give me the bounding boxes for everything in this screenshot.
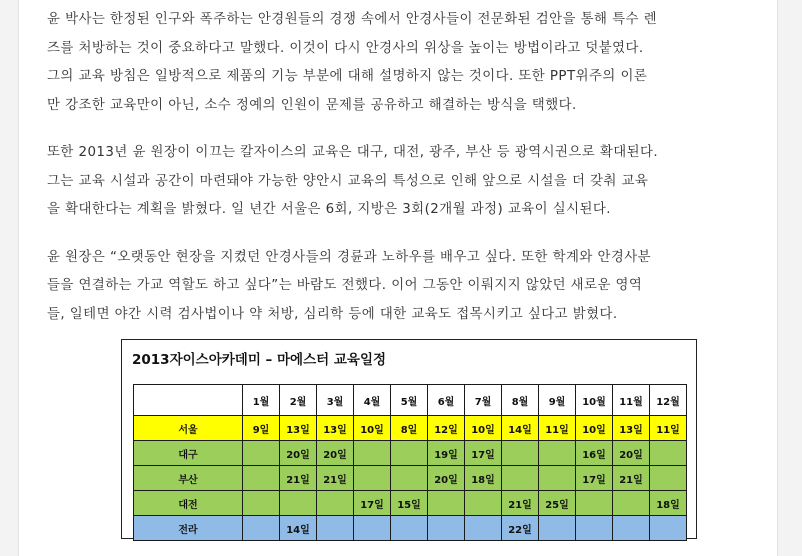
date-cell — [576, 516, 613, 541]
date-cell: 10일 — [354, 416, 391, 441]
date-cell: 14일 — [502, 416, 539, 441]
month-header: 8월 — [502, 385, 539, 416]
date-cell: 13일 — [613, 416, 650, 441]
city-cell: 부산 — [134, 466, 243, 491]
date-cell: 10일 — [465, 416, 502, 441]
date-cell — [465, 516, 502, 541]
date-cell — [576, 491, 613, 516]
date-cell — [317, 491, 354, 516]
schedule-row — [134, 516, 687, 541]
month-header: 1월 — [243, 385, 280, 416]
date-cell — [354, 441, 391, 466]
date-cell — [243, 466, 280, 491]
date-cell: 21일 — [613, 466, 650, 491]
month-header: 11월 — [613, 385, 650, 416]
date-cell — [650, 516, 687, 541]
schedule-figure — [121, 339, 697, 539]
date-cell — [650, 466, 687, 491]
date-cell: 11일 — [539, 416, 576, 441]
month-header: 10월 — [576, 385, 613, 416]
date-cell — [465, 491, 502, 516]
paragraph-3 — [47, 244, 753, 330]
date-cell — [502, 466, 539, 491]
date-cell: 15일 — [391, 491, 428, 516]
date-cell — [539, 516, 576, 541]
city-cell: 전라 — [134, 516, 243, 541]
date-cell — [539, 466, 576, 491]
schedule-header-row — [134, 385, 687, 416]
date-cell — [354, 516, 391, 541]
header-corner-cell — [134, 385, 243, 416]
month-header: 4월 — [354, 385, 391, 416]
date-cell — [428, 491, 465, 516]
date-cell: 16일 — [576, 441, 613, 466]
date-cell: 13일 — [280, 416, 317, 441]
date-cell — [613, 516, 650, 541]
schedule-row — [134, 491, 687, 516]
date-cell: 21일 — [502, 491, 539, 516]
text-line: 만 강조한 교육만이 아닌, 소수 정예의 인원이 문제를 공유하고 해결하는 방식을 택했다. — [47, 97, 577, 113]
date-cell: 8일 — [391, 416, 428, 441]
date-cell — [391, 516, 428, 541]
date-cell — [391, 441, 428, 466]
date-cell — [280, 491, 317, 516]
schedule-row — [134, 416, 687, 441]
date-cell — [354, 466, 391, 491]
article-body — [47, 6, 753, 348]
schedule-row — [134, 441, 687, 466]
date-cell — [243, 516, 280, 541]
date-cell — [539, 441, 576, 466]
text-line: 을 확대한다는 계획을 밝혔다. 일 년간 서울은 6회, 지방은 3회(2개월 과정) 교육이 실시된다. — [47, 202, 611, 217]
text-line: 들을 연결하는 가교 역할도 하고 싶다”는 바람도 전했다. 이어 그동안 이뤄지지 않았던 새로운 영역 — [47, 278, 643, 293]
date-cell: 25일 — [539, 491, 576, 516]
date-cell: 18일 — [465, 466, 502, 491]
date-cell — [243, 441, 280, 466]
schedule-row — [134, 466, 687, 491]
text-line: 윤 원장은 “오랫동안 현장을 지켰던 안경사들의 경륜과 노하우를 배우고 싶다. 또한 학계와 안경사분 — [47, 249, 651, 265]
text-line: 그의 교육 방침은 일방적으로 제품의 기능 부분에 대해 설명하지 않는 것이다. 또한 PPT위주의 이론 — [47, 69, 648, 84]
article-page — [18, 0, 778, 556]
date-cell: 17일 — [576, 466, 613, 491]
date-cell: 17일 — [354, 491, 391, 516]
month-header: 5월 — [391, 385, 428, 416]
date-cell — [317, 516, 354, 541]
text-line: 윤 박사는 한정된 인구와 폭주하는 안경원들의 경쟁 속에서 안경사들이 전문화된 검안을 통해 특수 렌 — [47, 12, 657, 27]
month-header: 6월 — [428, 385, 465, 416]
date-cell: 20일 — [280, 441, 317, 466]
date-cell: 9일 — [243, 416, 280, 441]
date-cell: 18일 — [650, 491, 687, 516]
date-cell: 11일 — [650, 416, 687, 441]
date-cell — [428, 516, 465, 541]
date-cell: 19일 — [428, 441, 465, 466]
month-header: 12월 — [650, 385, 687, 416]
date-cell: 20일 — [317, 441, 354, 466]
month-header: 2월 — [280, 385, 317, 416]
text-line: 즈를 처방하는 것이 중요하다고 말했다. 이것이 다시 안경사의 위상을 높이는 방법이라고 덧붙였다. — [47, 40, 644, 56]
schedule-table — [133, 384, 687, 541]
date-cell: 17일 — [465, 441, 502, 466]
date-cell: 20일 — [613, 441, 650, 466]
month-header: 7월 — [465, 385, 502, 416]
date-cell: 22일 — [502, 516, 539, 541]
paragraph-1 — [47, 6, 753, 120]
date-cell: 13일 — [317, 416, 354, 441]
schedule-title: 2013자이스아카데미 – 마에스터 교육일정 — [132, 352, 387, 368]
date-cell: 14일 — [280, 516, 317, 541]
city-cell: 서울 — [134, 416, 243, 441]
date-cell — [391, 466, 428, 491]
date-cell: 21일 — [317, 466, 354, 491]
city-cell: 대구 — [134, 441, 243, 466]
paragraph-2 — [47, 139, 753, 225]
text-line: 또한 2013년 윤 원장이 이끄는 칼자이스의 교육은 대구, 대전, 광주, 부산 등 광역시권으로 확대된다. — [47, 145, 659, 160]
date-cell: 10일 — [576, 416, 613, 441]
text-line: 들, 일테면 야간 시력 검사법이나 약 처방, 심리학 등에 대한 교육도 접목시키고 싶다고 밝혔다. — [47, 306, 618, 322]
date-cell: 12일 — [428, 416, 465, 441]
city-cell: 대전 — [134, 491, 243, 516]
date-cell — [502, 441, 539, 466]
date-cell — [613, 491, 650, 516]
text-line: 그는 교육 시설과 공간이 마련돼야 가능한 양안시 교육의 특성으로 인해 앞으로 시설을 더 갖춰 교육 — [47, 173, 649, 189]
date-cell — [650, 441, 687, 466]
date-cell: 20일 — [428, 466, 465, 491]
month-header: 3월 — [317, 385, 354, 416]
month-header: 9월 — [539, 385, 576, 416]
date-cell — [243, 491, 280, 516]
date-cell: 21일 — [280, 466, 317, 491]
